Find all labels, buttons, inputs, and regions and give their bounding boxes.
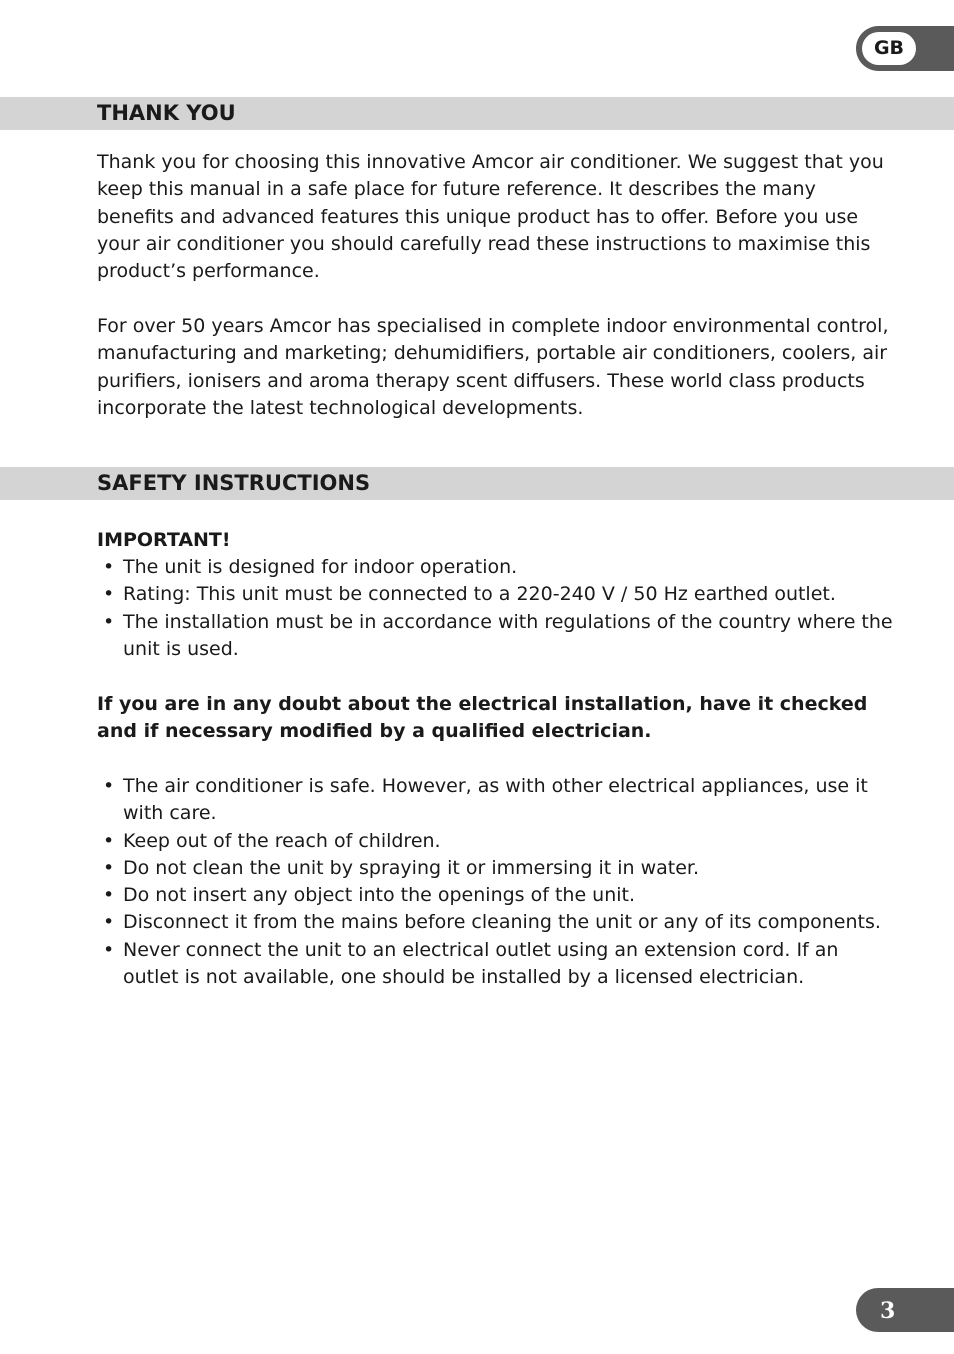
page-number-tab [856, 1288, 954, 1332]
page-number: 3 [880, 1298, 896, 1324]
language-label: GB [862, 32, 916, 65]
list-item: • Rating: This unit must be connected to a 220-240 V / 50 Hz earthed outlet. [97, 581, 897, 608]
list-item: • Never connect the unit to an electrical outlet using an extension cord. If an outlet is not available, one should be installed by a licensed electrician. [97, 937, 897, 992]
section-title: THANK YOU [97, 101, 236, 125]
important-label: IMPORTANT! [97, 529, 231, 551]
electrical-warning: If you are in any doubt about the electrical installation, have it checked and if necessary modified by a qualified electrician. [97, 693, 868, 743]
list-item: • Disconnect it from the mains before cleaning the unit or any of its components. [97, 909, 897, 936]
list-item: • The air conditioner is safe. However, as with other electrical appliances, use it with care. [97, 773, 897, 828]
section-header-thank-you [0, 97, 954, 130]
safety-list [97, 773, 897, 991]
thank-you-paragraph-1: Thank you for choosing this innovative Amcor air conditioner. We suggest that you keep this manual in a safe place for future reference. It describes the many benefits and advanced features this unique product has to offer. Before you use your air conditioner you should carefully read these instructions to maximise this product’s performance. [97, 151, 884, 283]
thank-you-paragraph-2: For over 50 years Amcor has specialised in complete indoor environmental control, manufacturing and marketing; dehumidifiers, portable air conditioners, coolers, air purifiers, ionisers and aroma therapy scent diffusers. These world class products incorporate the latest technological developments. [97, 315, 889, 419]
list-item: • Keep out of the reach of children. [97, 828, 897, 855]
list-item: • The unit is designed for indoor operation. [97, 554, 897, 581]
important-list [97, 554, 897, 663]
list-item: • The installation must be in accordance with regulations of the country where the unit is used. [97, 609, 897, 664]
list-item: • Do not insert any object into the openings of the unit. [97, 882, 897, 909]
language-tab [856, 26, 954, 71]
section-header-safety [0, 467, 954, 500]
list-item: • Do not clean the unit by spraying it or immersing it in water. [97, 855, 897, 882]
section-title: SAFETY INSTRUCTIONS [97, 471, 371, 495]
